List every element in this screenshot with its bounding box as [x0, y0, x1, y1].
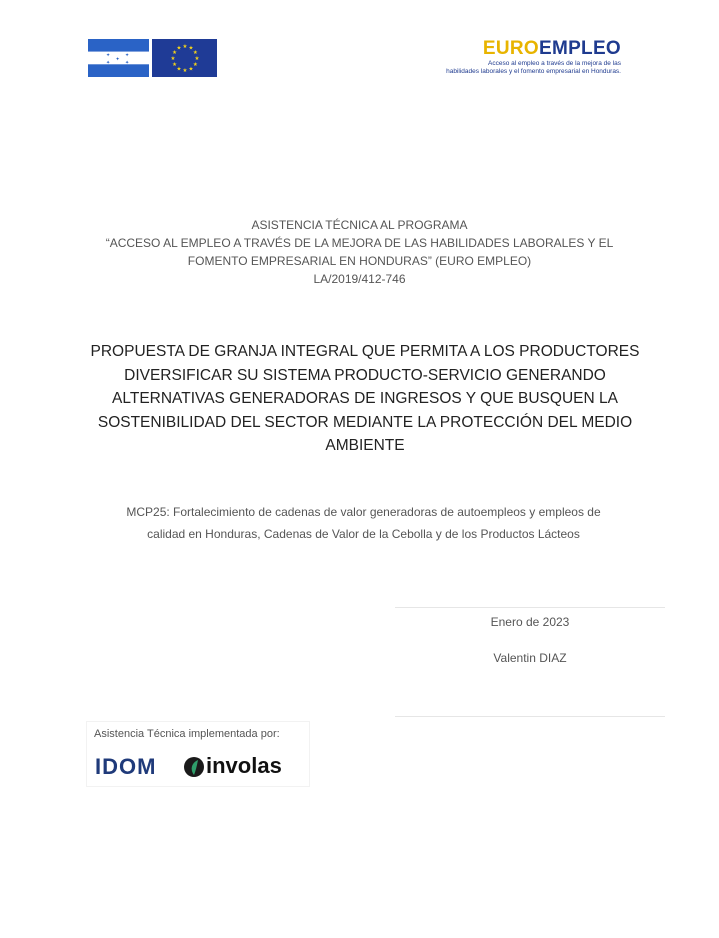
eu-star-icon: ★ — [172, 50, 178, 56]
divider-top — [395, 607, 665, 608]
logo-euro-text: EURO — [482, 38, 539, 59]
logo-empleo-text: EMPLEO — [538, 38, 621, 59]
title-line-3: ALTERNATIVAS GENERADORAS DE INGRESOS Y QUE BUSQUEN LA — [112, 390, 618, 407]
svg-text:✦: ✦ — [125, 60, 130, 66]
honduras-flag — [88, 39, 149, 77]
eu-star-icon: ★ — [182, 44, 188, 50]
svg-text:✦: ✦ — [106, 60, 111, 66]
euroempleo-logo — [446, 38, 621, 76]
program-intro — [0, 216, 719, 288]
eu-flag — [152, 39, 217, 77]
intro-line-3: FOMENTO EMPRESARIAL EN HONDURAS” (EURO EMPLEO) — [187, 254, 532, 268]
intro-line-1: ASISTENCIA TÉCNICA AL PROGRAMA — [251, 218, 468, 232]
svg-text:✦: ✦ — [125, 52, 130, 59]
divider-bottom — [395, 716, 665, 717]
eu-star-icon: ★ — [176, 45, 182, 52]
document-title — [90, 340, 640, 458]
mcp-description — [96, 501, 631, 545]
mcp-line-1: MCP25: Fortalecimiento de cadenas de valor generadoras de autoempleos y empleos de — [126, 505, 601, 519]
assistance-label: Asistencia Técnica implementada por: — [94, 728, 280, 740]
eu-star-icon: ★ — [170, 56, 176, 62]
title-line-4: SOSTENIBILIDAD DEL SECTOR MEDIANTE LA PROTECCIÓN DEL MEDIO — [97, 413, 633, 431]
involas-logo: involas — [206, 753, 282, 778]
idom-logo: IDOM — [95, 754, 157, 779]
document-date: Enero de 2023 — [490, 615, 570, 629]
mcp-line-2: calidad en Honduras, Cadenas de Valor de la Cebolla y de los Productos Lácteos — [147, 527, 580, 541]
title-line-1: PROPUESTA DE GRANJA INTEGRAL QUE PERMITA A LOS PRODUCTORES — [90, 343, 640, 360]
involas-leaf-icon — [183, 756, 205, 778]
eu-star-icon: ★ — [188, 66, 194, 73]
logo-tagline-2: habilidades laborales y el fomento empresarial en Honduras. — [446, 68, 621, 75]
eu-star-icon: ★ — [182, 68, 188, 74]
svg-text:✦: ✦ — [115, 56, 120, 63]
euroempleo-wordmark — [446, 38, 621, 60]
eu-star-icon: ★ — [172, 62, 178, 68]
eu-star-icon: ★ — [188, 45, 194, 52]
eu-star-icon: ★ — [192, 50, 198, 56]
intro-line-4: LA/2019/412-746 — [313, 272, 406, 286]
title-line-2: DIVERSIFICAR SU SISTEMA PRODUCTO-SERVICIO GENERANDO — [124, 366, 606, 384]
eu-star-icon: ★ — [176, 66, 182, 73]
document-author: Valentin DIAZ — [493, 651, 567, 665]
title-line-5: AMBIENTE — [325, 437, 405, 454]
logo-tagline-1: Acceso al empleo a través de la mejora de las — [488, 60, 621, 67]
intro-line-2: “ACCESO AL EMPLEO A TRAVÉS DE LA MEJORA DE LAS HABILIDADES LABORALES Y EL — [105, 236, 614, 250]
eu-star-icon: ★ — [194, 56, 200, 62]
svg-text:✦: ✦ — [106, 52, 111, 59]
eu-star-icon: ★ — [192, 62, 198, 68]
